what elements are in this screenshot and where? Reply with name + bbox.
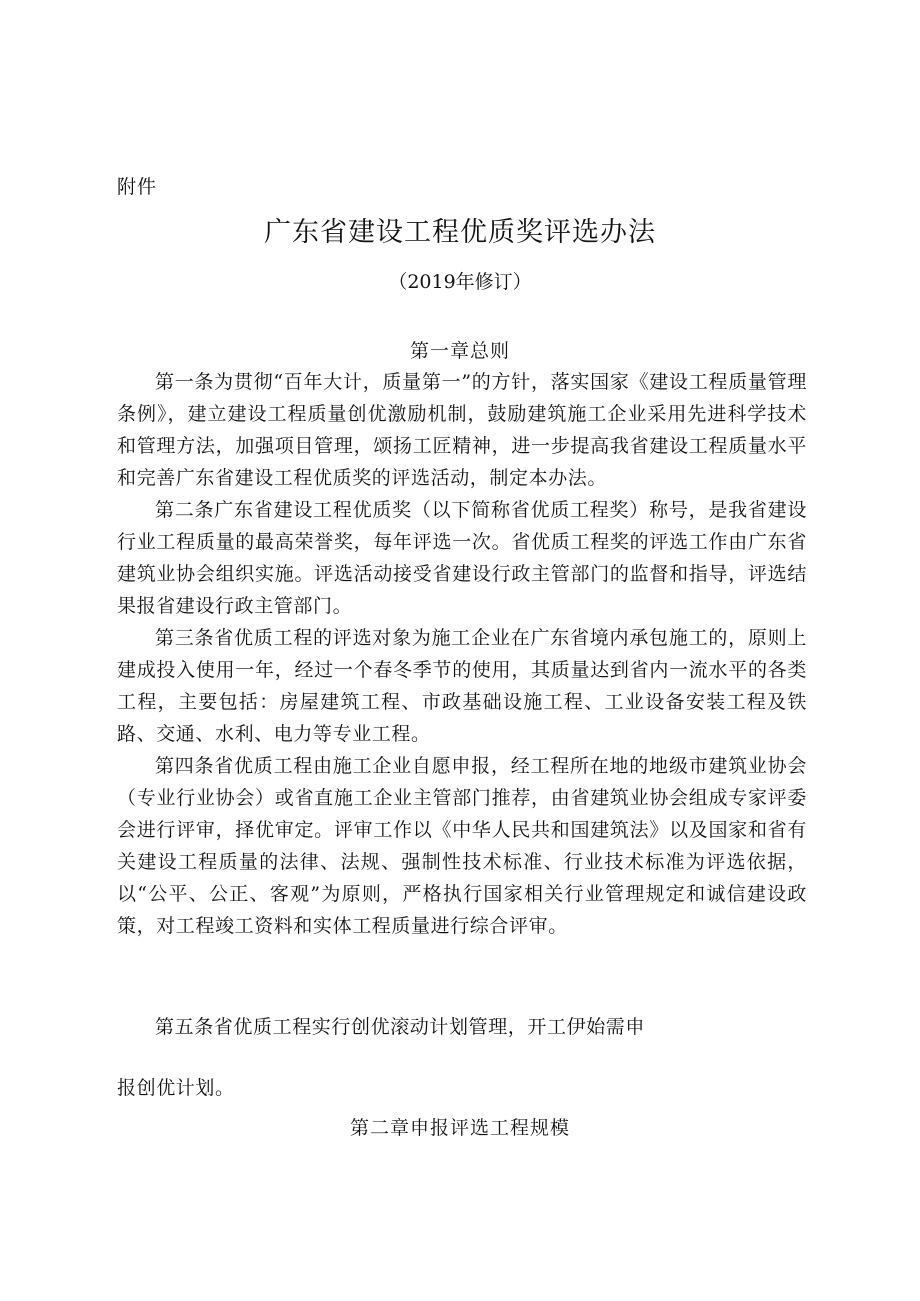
article-1: 第一条为贯彻“百年大计，质量第一”的方针，落实国家《建设工程质量管理条例》，建立建设工程质量创优激励机制，鼓励建筑施工企业采用先进科学技术和管理方法，加强项目管理，颂扬工匠精神，进一步提高我省建设工程质量水平和完善广东省建设工程优质奖的评选活动，制定本办法。: [117, 371, 807, 489]
chapter-heading-2: 第二章申报评选工程规模: [349, 1117, 570, 1139]
chapter-heading-1: 第一章总则: [409, 340, 510, 362]
chapter-1-articles: [117, 366, 807, 942]
article-2: 第二条广东省建设工程优质奖（以下简称省优质工程奖）称号，是我省建设行业工程质量的最高荣誉奖，每年评选一次。省优质工程奖的评选工作由广东省建筑业协会组织实施。评选活动接受省建设行政主管部门的监督和指导，评选结果报省建设行政主管部门。: [117, 499, 807, 617]
document-subtitle: （2019年修订）: [388, 271, 532, 293]
article-5: 第五条省优质工程实行创优滚动计划管理，开工伊始需申: [155, 1016, 646, 1038]
article-5-block: [117, 1011, 807, 1043]
document-title: 广东省建设工程优质奖评选办法: [264, 217, 656, 248]
article-5-continuation: 报创优计划。: [117, 1077, 235, 1099]
article-4: 第四条省优质工程由施工企业自愿申报，经工程所在地的地级市建筑业协会（专业行业协会）或省直施工企业主管部门推荐，由省建筑业协会组成专家评委会进行评审，择优审定。评审工作以《中华人民共和国建筑法》以及国家和省有关建设工程质量的法律、法规、强制性技术标准、行业技术标准为评选依据，以“公平、公正、客观”为原则，严格执行国家相关行业管理规定和诚信建设政策，对工程竣工资料和实体工程质量进行综合评审。: [117, 755, 807, 937]
article-3: 第三条省优质工程的评选对象为施工企业在广东省境内承包施工的，原则上建成投入使用一年，经过一个春冬季节的使用，其质量达到省内一流水平的各类工程，主要包括：房屋建筑工程、市政基础设施工程、工业设备安装工程及铁路、交通、水利、电力等专业工程。: [117, 627, 807, 745]
attachment-label: 附件: [117, 176, 158, 198]
